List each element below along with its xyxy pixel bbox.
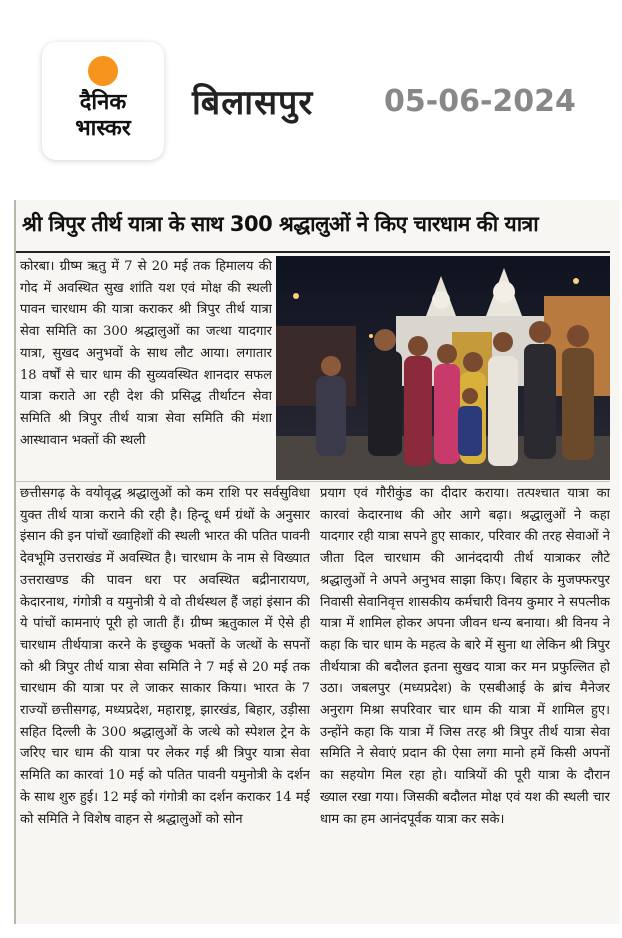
article-paragraph: कोरबा। ग्रीष्म ऋतु में 7 से 20 मई तक हिमालय की गोद में अवस्थित सुख शांति यश एवं मोक्ष की स्थली पावन चारधाम की यात्रा कराकर श्री त्रिपुर तीर्थ यात्रा सेवा समिति का 300 श्रद्धालुओं का जत्था यादगार यात्रा, सुखद अनुभवों के साथ लौट आया। लगातार 18 वर्षों से चार धाम की सुव्यवस्थित शानदार सफल यात्रा कराते आ रही देश की प्रसिद्ध तीर्थाटन सेवा समिति श्री त्रिपुर तीर्थ यात्रा सेवा समिति की मंशा आस्थावान भक्तों की स्थली bbox=[20, 259, 272, 448]
logo-line-2: भास्कर bbox=[75, 116, 131, 141]
group-photo-icon bbox=[276, 256, 610, 480]
article-column-right bbox=[320, 483, 610, 915]
article-column-left bbox=[20, 483, 310, 915]
logo-line-1: दैनिक bbox=[79, 90, 127, 115]
group-photo bbox=[276, 256, 610, 480]
article-paragraph: छत्तीसगढ़ के वयोवृद्ध श्रद्धालुओं को कम राशि पर सर्वसुविधा युक्त तीर्थ यात्रा कराने की रही है। हिन्दू धर्म ग्रंथों के अनुसार इंसान की इन पांचों ख्वाहिशों की स्थली भारत की पतित पावनी देवभूमि उत्तराखंड में अवस्थित है। चारधाम के नाम से विख्यात उत्तराखण्ड की पावन धरा पर अवस्थित बद्रीनारायण, केदारनाथ, गंगोत्री व यमुनोत्री ये वो तीर्थस्थल हैं जहां इंसान की ये पांचों कामनाएं पूरी हो जाती हैं। ग्रीष्म ऋतुकाल में ऐसे ही चारधाम तीर्थयात्रा करने के इच्छुक भक्तों के जत्थों के सपनों को श्री त्रिपुर तीर्थ यात्रा सेवा समिति ने 7 मई से 20 मई तक चारधाम की यात्रा पर ले जाकर साकार किया। भारत के 7 राज्यों छत्तीसगढ़, मध्यप्रदेश, महाराष्ट्र, झारखंड, बिहार, उड़ीसा सहित दिल्ली के 300 श्रद्धालुओं के जत्थे को स्पेशल ट्रेन के जरिए चार धाम की यात्रा पर लेकर गई श्री त्रिपुर यात्रा सेवा समिति का कारवां 10 मई को पतित पावनी यमुनोत्री के दर्शन के साथ शुरु हुई। 12 मई को गंगोत्री का दर्शन कराकर 14 मई को समिति ने विशेष वाहन से श्रद्धालुओं को सोन bbox=[20, 486, 310, 827]
column-divider bbox=[16, 481, 610, 482]
edition-city: बिलासपुर bbox=[192, 83, 314, 123]
edition-date: 05-06-2024 bbox=[384, 84, 576, 119]
article-column-top bbox=[20, 256, 272, 484]
article-headline: श्री त्रिपुर तीर्थ यात्रा के साथ 300 श्रद्धालुओं ने किए चारधाम की यात्रा bbox=[22, 212, 539, 236]
sun-icon bbox=[88, 56, 118, 86]
app-header bbox=[0, 0, 622, 200]
article-paragraph: प्रयाग एवं गौरीकुंड का दीदार कराया। तत्पश्चात यात्रा का कारवां केदारनाथ की ओर आगे बढ़ा। श्रद्धालुओं ने कहा यादगार रही यात्रा सपने हुए साकार, परिवार की तरह सेवाओं ने जीता दिल चारधाम की आनंददायी तीर्थ यात्राकर लौटे श्रद्धालुओं ने अपने अनुभव साझा किए। बिहार के मुजफ्फरपुर निवासी सेवानिवृत्त शासकीय कर्मचारी विनय कुमार ने सपत्नीक यात्रा में शामिल होकर अपना जीवन धन्य बनाया। श्री विनय ने कहा कि चार धाम के महत्व के बारे में सुना था लेकिन श्री त्रिपुर तीर्थयात्रा की बदौलत इतना सुखद यात्रा कर मन प्रफुल्लित हो उठा। जबलपुर (मध्यप्रदेश) के एसबीआई के ब्रांच मैनेजर अनुराग मिश्रा सपरिवार चार धाम की यात्रा में शामिल हुए। उन्होंने कहा कि यात्रा में जिस तरह श्री त्रिपुर तीर्थ यात्रा सेवा समिति ने सेवाएं प्रदान की ऐसा लगा मानो हमें किसी अपनों का सहयोग मिल रहा हो। यात्रियों की पूरी यात्रा के दौरान ख्याल रखा गया। जिसकी बदौलत मोक्ष एवं यश की स्थली चार धाम का हम आनंदपूर्वक यात्रा कर सके। bbox=[320, 486, 610, 827]
dainik-bhaskar-logo[interactable] bbox=[42, 42, 164, 160]
